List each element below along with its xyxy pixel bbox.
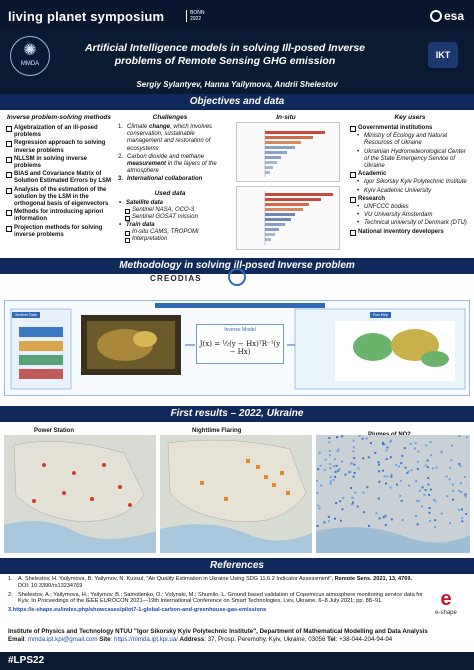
no2-plume-dot [385,524,387,526]
gov-item-2: • Ukrainian Hydrometeorological Center of the State Emergency Service of Ukraine [350,149,470,171]
no2-plume-dot [441,513,443,515]
no2-plume-dot [366,438,368,440]
reference-1: 1. A. Shelestov, H. Yailymova, B. Yailymov, N. Kussul, "Air Quality Estimation in Ukraine Using SDG 11.6.2 Indicator Assessment", Remote Sens. 2021, 13, 4769. DOI: 10.3390/rs13234769 [8,576,413,589]
section-objectives: Objectives and data [0,94,474,110]
no2-plume-dot [427,477,429,479]
no2-plume-dot [363,511,365,513]
mmda-logo [10,36,50,76]
no2-plume-dot [350,471,352,473]
no2-plume-dot [402,519,404,521]
no2-plume-dot [324,521,326,523]
no2-plume-dot [408,485,410,487]
no2-plume-dot [320,484,322,486]
no2-plume-dot [464,476,466,478]
no2-plume-dot [386,476,388,478]
no2-plume-dot [333,465,335,467]
footer-hashtag: #LPS22 [0,652,474,670]
no2-plume-dot [428,484,430,486]
no2-plume-dot [352,502,354,504]
satellite-data-label: • Satellite data [118,200,222,207]
no2-plume-dot [366,486,368,488]
inverse-method-item: BIAS and Covariance Matrix of Solution Estimated Errors by LSM [6,171,114,185]
no2-plume-dot [446,476,448,478]
no2-plume-dot [334,518,336,520]
no2-plume-dot [341,435,343,437]
insitu-chart-2 [236,186,340,250]
used-data-list [118,200,222,243]
no2-plume-dot [378,481,380,483]
creodias-logo: CREODIAS [150,274,202,283]
no2-plume-dot [465,496,467,498]
no2-plume-dot [400,480,402,482]
eshape-text: e-shape [435,610,457,616]
academic-item-2: • Kyiv Academic University [350,188,470,195]
no2-plume-dot [330,481,332,483]
no2-plume-dot [441,451,443,453]
section-results: First results – 2022, Ukraine [0,406,474,422]
copernicus-ring-icon [228,268,246,286]
no2-plume-dot [329,467,331,469]
no2-plume-dot [434,526,436,528]
sat-item-2: Sentinel GOSAT mission [118,214,222,221]
no2-plume-dot [391,474,393,476]
no2-plumes-map [316,435,470,553]
no2-plume-dot [391,518,393,520]
no2-plume-dot [384,475,386,477]
no2-plume-dot [325,459,327,461]
no2-plume-dot [433,499,435,501]
no2-plume-dot [458,463,460,465]
no2-plume-dot [329,450,331,452]
no2-plume-dot [411,469,413,471]
no2-plume-dot [317,468,319,470]
no2-plume-dot [419,490,421,492]
no2-plume-dot [330,483,332,485]
lps-brand-sub [186,10,204,22]
no2-plume-dot [429,512,431,514]
no2-plume-dot [425,489,427,491]
no2-plume-dot [336,465,338,467]
no2-plume-dot [383,516,385,518]
title-line-2: problems of Remote Sensing GHG emission [114,55,336,67]
reference-2: 2. Shelestov, A.; Yailymova, H.; Yailymov, B.; Samoilenko, O.; Volynski, M.; Shumilo, L. Ground based validation of Copernicus atmosphere monitoring service data for Kyiv. In Proceedings of the IEEE EUROCON 2021—19th International Conference on Smart Technologies, Lviv, Ukraine, 6–8 July 2021; pp. 88–91. [8,591,423,605]
no2-plume-dot [449,522,451,524]
no2-plume-dot [342,497,344,499]
inverse-model-formula: J(x) = ½(y − Hx)ᵀR⁻¹(y − Hx) [199,340,281,356]
insitu-chart-2-bars [237,187,341,251]
no2-plume-dot [317,525,319,527]
no2-plume-dot [418,451,420,453]
no2-plume-dot [430,489,432,491]
no2-plume-dot [427,460,429,462]
no2-plume-dot [336,436,338,438]
no2-plume-dot [436,466,438,468]
no2-plume-dot [316,480,318,482]
no2-plume-dot [415,515,417,517]
no2-plume-dot [329,454,331,456]
esa-mark-icon [430,10,442,22]
no2-plume-dot [458,509,460,511]
no2-plume-dot [359,435,361,437]
institution-name: Institute of Physics and Technology NTUU "Igor Sikorsky Kyiv Polytechnic Institute", Department of Mathematical Modelling and Data Analysis [8,628,428,635]
no2-plume-dot [399,495,401,497]
research-label: Research [350,196,470,203]
no2-plume-dot [328,441,330,443]
no2-plume-dot [344,474,346,476]
no2-plume-dot [382,442,384,444]
no2-plume-dot [421,506,423,508]
research-item-2: • VU University Amsterdam [350,212,470,219]
no2-plume-dot [460,491,462,493]
no2-plume-dot [415,480,417,482]
no2-plume-dot [335,471,337,473]
no2-plume-dot [351,497,353,499]
title-line-1: Artificial Intelligence models in solving Ill-posed Inverse [84,42,366,54]
train-data-label: • Train data [118,222,222,229]
references-list [8,576,424,614]
reference-3-link[interactable]: 3.https://e-shape.eu/index.php/showcases/pilot7-1-global-carbon-and-greenhouse-gas-emissions [8,607,267,614]
no2-plume-dot [353,464,355,466]
train-item-2: Interpretation [118,236,222,243]
no2-plume-dot [461,517,463,519]
academic-item-1: • Igor Sikorsky Kyiv Polytechnic Institute [350,179,470,186]
no2-plume-dot [353,476,355,478]
no2-plume-dot [357,467,359,469]
power-station-map [4,435,156,553]
no2-plume-dot [401,500,403,502]
no2-plume-dot [418,500,420,502]
no2-plume-dot [465,513,467,515]
no2-plume-dot [350,487,352,489]
no2-plume-dot [417,461,419,463]
authors: Sergiy Sylantyev, Hanna Yailymova, Andrii Shelestov [136,80,338,89]
no2-plume-dot [390,487,392,489]
no2-plume-dot [328,520,330,522]
flux-map-label: Flux Map [370,312,391,318]
no2-plume-dot [449,478,451,480]
section-methodology: Methodology in solving ill-posed Inverse problem [0,258,474,274]
no2-plume-dot [385,449,387,451]
no2-plume-dot [362,438,364,440]
no2-plume-dot [459,435,461,437]
eshape-logo [430,588,462,622]
no2-plume-dot [452,490,454,492]
no2-plume-dot [404,447,406,449]
no2-plume-dot [370,442,372,444]
no2-plume-dot [460,482,462,484]
no2-plume-dot [432,467,434,469]
brand-year: 2022 [190,16,202,22]
no2-plume-dot [328,437,330,439]
no2-plume-dot [427,466,429,468]
no2-plume-dot [458,490,460,492]
no2-plume-dot [385,515,387,517]
no2-plume-dot [450,459,452,461]
no2-plume-dot [341,460,343,462]
no2-plume-dot [396,484,398,486]
no2-plume-dot [354,472,356,474]
challenge-1: 1. Climate change, which involves conservation, sustainable management and restoration of ecosystems [118,124,213,152]
no2-plume-dot [389,441,391,443]
no2-plume-dot [320,465,322,467]
research-item-1: • UNFCCC bodies [350,204,470,211]
inverse-methods-list [6,125,114,240]
academic-label: Academic [350,171,470,178]
mmda-mark-icon: ✺ [23,42,37,59]
no2-plume-dot [342,508,344,510]
no2-plume-dot [332,479,334,481]
power-station-label: Power Station [34,428,75,434]
inverse-model-label: Inverse Model [224,327,256,333]
no2-plume-dot [378,464,380,466]
no2-plume-dot [319,452,321,454]
inverse-method-item: NLLSM in solving inverse problems [6,156,114,170]
no2-plume-dot [382,470,384,472]
challenge-3: 3. International collaboration [118,176,203,183]
lps-brand: living planet symposium [8,9,165,24]
no2-plume-dot [362,457,364,459]
insitu-heading: In-situ [276,114,296,121]
no2-plume-dot [461,520,463,522]
no2-plume-dot [391,476,393,478]
no2-plume-dot [353,440,355,442]
no2-plume-dot [378,498,380,500]
no2-plume-dot [338,468,340,470]
challenges-heading: Challenges [152,114,188,121]
esa-logo [430,9,464,23]
no2-plume-dot [452,484,454,486]
no2-plume-dot [417,523,419,525]
no2-plume-dot [317,492,319,494]
no2-plume-dot [446,495,448,497]
no2-plume-dot [408,470,410,472]
inverse-method-item: Regression approach to solving inverse problems [6,140,114,154]
no2-plume-dot [451,445,453,447]
no2-plume-dot [415,442,417,444]
insitu-chart-1 [236,122,340,182]
no2-plume-dot [466,436,468,438]
no2-plume-dot [414,448,416,450]
no2-plume-dot [422,486,424,488]
no2-plume-dot [416,500,418,502]
no2-plume-dot [429,507,431,509]
no2-plume-dot [357,506,359,508]
inverse-method-item: Algebraization of an ill-posed problems [6,125,114,139]
nighttime-flaring-map-graphic [160,435,312,553]
insitu-chart-1-bars [237,123,341,183]
no2-plume-dot [401,455,403,457]
no2-plume-dot [378,461,380,463]
gov-label: Governmental institutions [350,125,470,132]
no2-plume-dot [465,493,467,495]
key-users-heading: Key users [394,114,426,121]
no2-plume-dot [425,445,427,447]
no2-plume-dot [430,454,432,456]
no2-plume-dot [330,476,332,478]
no2-plume-dot [428,494,430,496]
no2-plume-dot [353,446,355,448]
no2-plume-dot [395,464,397,466]
institution-info [8,628,464,643]
contact-line: Email: mmda.ipt.kpi@gmail.com Site: https://mmda.ipt.kpi.ua/ Address: 37, Prosp. Peremohy, Kyiv, Ukraine, 03056 Tel: +38-044-204-94-94 [8,635,393,643]
no2-plume-dot [378,470,380,472]
inverse-model-box [196,324,284,364]
no2-plume-dot [405,467,407,469]
no2-plumes-map-graphic [316,435,470,553]
no2-plume-dot [368,525,370,527]
mmda-text: MMDA [20,61,40,67]
no2-plume-dot [449,467,451,469]
challenge-2: 2. Carbon dioxide and methane measurement in the layers of the atmosphere [118,153,217,175]
no2-plume-dot [335,502,337,504]
sat-item-1: Sentinel NASA, OCO-3 [118,207,222,214]
no2-plume-dot [400,462,402,464]
no2-plume-dot [350,463,352,465]
inverse-method-item: Analysis of the estimation of the solution by the LSM in the orthogonal basis of eigenvectors [6,187,114,209]
no2-plume-dot [452,499,454,501]
no2-plume-dot [340,520,342,522]
national-label: National inventory developers [350,229,470,236]
no2-plume-dot [317,505,319,507]
no2-plume-dot [353,457,355,459]
gov-item-1: • Ministry of Ecology and Natural Resources of Ukraine [350,133,470,147]
no2-plume-dot [386,458,388,460]
no2-plume-dot [410,443,412,445]
no2-plume-dot [319,507,321,509]
no2-plume-dot [424,494,426,496]
research-item-3: • Technical university of Denmark (DTU) [350,220,470,227]
no2-plume-dot [398,465,400,467]
no2-plume-dot [354,492,356,494]
no2-plume-dot [376,512,378,514]
nighttime-flaring-label: Nighttime Flaring [192,428,242,434]
no2-plume-dot [386,447,388,449]
no2-plume-dot [390,456,392,458]
no2-plume-dot [352,450,354,452]
power-station-map-graphic [4,435,156,553]
brand-city: BONN [190,10,205,16]
no2-plume-dot [430,441,432,443]
section-references: References [0,558,474,574]
eshape-mark-icon: e [440,588,452,610]
esa-text: esa [443,9,464,23]
poster-title [60,42,390,68]
email-link[interactable]: : mmda.ipt.kpi@gmail.com [24,635,98,643]
no2-plume-dot [368,456,370,458]
no2-plume-dot [339,500,341,502]
no2-plume-dot [459,465,461,467]
inverse-method-item: Projection methods for solving inverse problems [6,225,114,239]
train-item-1: In-situ CAMS, TROPOMI [118,229,222,236]
no2-plume-dot [334,476,336,478]
no2-plume-dot [425,464,427,466]
no2-plume-dot [338,449,340,451]
challenges-list [118,124,222,185]
used-data-heading: Used data [154,190,186,197]
no2-plume-dot [434,519,436,521]
no2-plume-dot [379,517,381,519]
inverse-methods-heading: Inverse problem-solving methods [6,114,112,121]
ikt-logo: IKT [428,42,458,68]
no2-plume-dot [417,468,419,470]
no2-plume-dot [363,492,365,494]
site-link[interactable]: : https://mmda.ipt.kpi.ua/ [110,635,178,643]
no2-plume-dot [334,458,336,460]
inverse-method-item: Methods for introducing apriori information [6,209,114,223]
no2-plume-dot [374,452,376,454]
no2-plume-dot [461,509,463,511]
sentinel-data-label: Sentinel Data [12,312,40,318]
nighttime-flaring-map [160,435,312,553]
no2-plume-dot [328,516,330,518]
no2-plume-dot [324,469,326,471]
key-users-list [350,125,470,237]
no2-plume-dot [329,463,331,465]
no2-plume-dot [429,520,431,522]
no2-plume-dot [385,483,387,485]
